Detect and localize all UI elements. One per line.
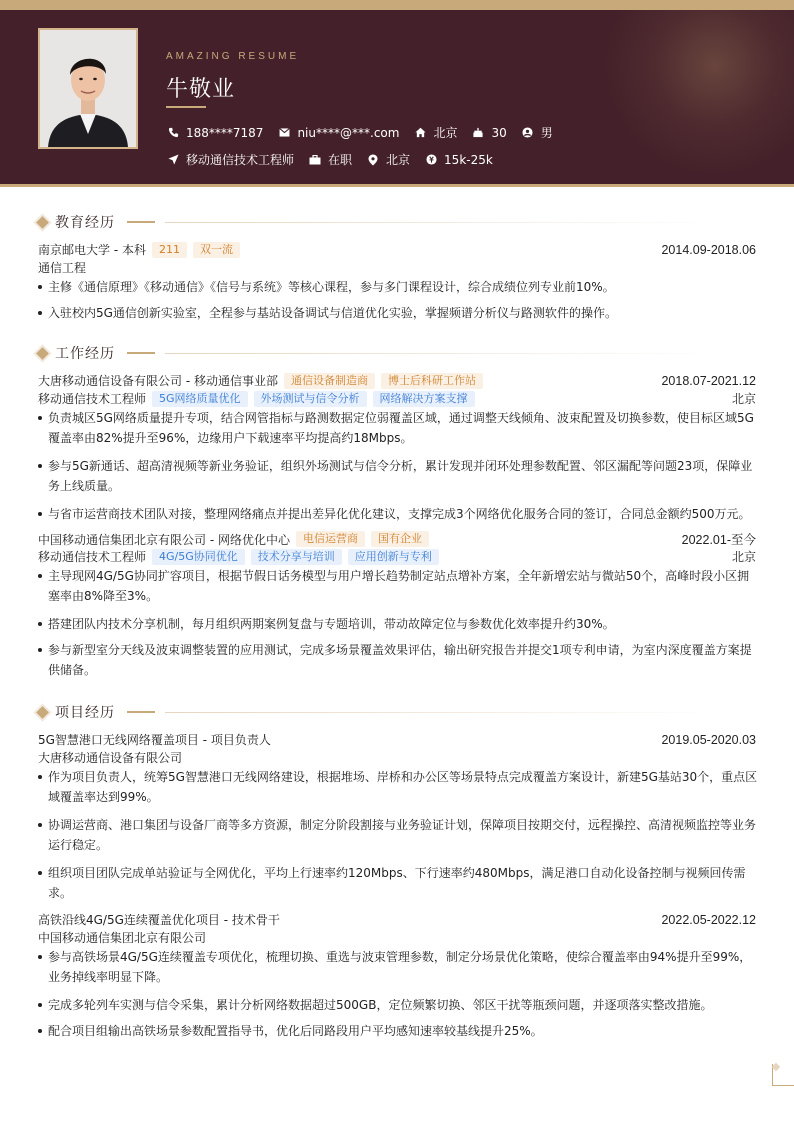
- diamond-icon: [36, 706, 49, 719]
- work-city: 北京: [731, 392, 756, 406]
- city-value: 北京: [386, 153, 411, 167]
- phone-icon: [166, 126, 180, 140]
- education-entry-header: [38, 241, 756, 258]
- map-pin-icon: [366, 153, 380, 167]
- school-name: 南京邮电大学 - 本科: [38, 243, 146, 257]
- list-item: 负责城区5G网络质量提升专项，结合网管指标与路测数据定位弱覆盖区域，通过调整天线倾角、波束配置及切换参数，使目标区域5G覆盖率由82%提升至96%，边缘用户下载速率平均提高约18Mbps。: [38, 408, 758, 448]
- company-name: 中国移动通信集团北京有限公司 - 网络优化中心: [38, 532, 290, 547]
- diamond-icon: [36, 216, 49, 229]
- company-name: 大唐移动通信设备有限公司 - 移动通信事业部: [38, 374, 278, 388]
- salary-item: [424, 153, 493, 167]
- email-item: [277, 126, 399, 140]
- role-tag: 技术分享与培训: [251, 549, 342, 565]
- project-title: 5G智慧港口无线网络覆盖项目 - 项目负责人: [38, 733, 271, 747]
- cake-icon: [471, 126, 485, 140]
- job-intent-row: [166, 151, 507, 168]
- company-tag: 通信设备制造商: [284, 373, 375, 389]
- candidate-name: 牛敬业: [166, 77, 236, 102]
- money-icon: [424, 153, 438, 167]
- list-item: 作为项目负责人，统筹5G智慧港口无线网络建设，根据堆场、岸桥和办公区等场景特点完成覆盖方案设计，新建5G基站30个，重点区域覆盖率达到99%。: [38, 767, 758, 807]
- project-org: 中国移动通信集团北京有限公司: [38, 931, 207, 945]
- education-tag: 211: [152, 242, 187, 258]
- list-item: 参与新型室分天线及波束调整装置的应用测试，完成多场景覆盖效果评估，输出研究报告并提交1项专利申请，为室内深度覆盖方案提供储备。: [38, 640, 758, 680]
- profile-photo: [38, 28, 138, 149]
- email-value: niu****@***.com: [297, 125, 400, 140]
- diamond-icon: [36, 347, 49, 360]
- project-entry-header: [38, 911, 756, 928]
- list-item: 与省市运营商技术团队对接，整理网络痛点并提出差异化优化建议，支撑完成3个网络优化服务合同的签订，合同总金额约500万元。: [38, 504, 758, 524]
- status-value: 在职: [328, 153, 353, 167]
- age-value: 30: [491, 125, 507, 140]
- gender-value: 男: [540, 126, 553, 140]
- work-city: 北京: [731, 550, 756, 564]
- work-entry-header: [38, 530, 756, 548]
- home-icon: [413, 126, 427, 140]
- job-title-item: [166, 151, 294, 168]
- salary-value: 15k-25k: [444, 152, 493, 167]
- work-entry-header: [38, 372, 756, 389]
- role-tag: 网络解决方案支撑: [373, 391, 475, 407]
- company-tag: 国有企业: [371, 531, 429, 547]
- name-underline: [166, 106, 206, 108]
- top-accent-bar: [0, 0, 794, 10]
- age-item: [471, 126, 506, 140]
- mail-icon: [277, 126, 291, 140]
- role-tag: 外场测试与信令分析: [254, 391, 367, 407]
- list-item: 参与5G新通话、超高清视频等新业务验证，组织外场测试与信令分析，累计发现并闭环处理参数配置、邻区漏配等问题23项，保障业务上线质量。: [38, 456, 758, 496]
- role-title: 移动通信技术工程师: [38, 550, 147, 564]
- person-icon: [521, 126, 535, 140]
- status-item: [308, 151, 352, 168]
- list-item: 组织项目团队完成单站验证与全网优化，平均上行速率约120Mbps、下行速率约480Mbps，满足港口自动化设备控制与视频回传需求。: [38, 863, 758, 903]
- location-item: [413, 124, 457, 141]
- list-item: 参与高铁场景4G/5G连续覆盖专项优化，梳理切换、重选与波束管理参数，制定分场景优化策略，使综合覆盖率由94%提升至99%，业务掉线率明显下降。: [38, 947, 758, 987]
- role-tag: 4G/5G协同优化: [152, 549, 245, 565]
- project-entry-header: [38, 731, 756, 748]
- project-date: 2022.05-2022.12: [661, 912, 756, 927]
- list-item: 搭建团队内技术分享机制，每月组织两期案例复盘与专题培训，带动故障定位与参数优化效率提升约30%。: [38, 614, 758, 634]
- list-item: 完成多轮列车实测与信令采集，累计分析网络数据超过500GB，定位频繁切换、邻区干扰等瓶颈问题，并逐项落实整改措施。: [38, 995, 758, 1015]
- resume-tagline: AMAZING RESUME: [166, 51, 300, 62]
- work-role-row: [38, 390, 756, 407]
- gender-item: [521, 124, 553, 141]
- list-item: 主导现网4G/5G协同扩容项目，根据节假日话务模型与用户增长趋势制定站点增补方案，全年新增宏站与微站50个，高峰时段小区拥塞率由8%降至3%。: [38, 566, 758, 606]
- location-value: 北京: [433, 126, 458, 140]
- briefcase-icon: [308, 153, 322, 167]
- project-date: 2019.05-2020.03: [661, 732, 756, 747]
- company-tag: 电信运营商: [296, 531, 365, 547]
- education-section-title: 教育经历: [34, 212, 721, 232]
- list-item: 协调运营商、港口集团与设备厂商等多方资源，制定分阶段割接与业务验证计划，保障项目按期交付，远程操控、高清视频监控等业务运行稳定。: [38, 815, 758, 855]
- project-org-row: [38, 929, 756, 946]
- project-org: 大唐移动通信设备有限公司: [38, 751, 183, 765]
- project-section-title: 项目经历: [34, 702, 721, 722]
- education-date: 2014.09-2018.06: [661, 242, 756, 257]
- education-tag: 双一流: [193, 242, 240, 258]
- role-tag: 应用创新与专利: [348, 549, 439, 565]
- phone-value: 188****7187: [186, 125, 264, 140]
- work-role-row: [38, 548, 756, 565]
- list-item: 主修《通信原理》《移动通信》《信号与系统》等核心课程，参与多门课程设计，综合成绩位列专业前10%。: [38, 277, 758, 297]
- project-title: 高铁沿线4G/5G连续覆盖优化项目 - 技术骨干: [38, 913, 280, 927]
- work-date: 2022.01-至今: [681, 533, 756, 547]
- project-org-row: [38, 749, 756, 766]
- send-icon: [166, 153, 180, 167]
- contact-row: [166, 124, 567, 141]
- role-tag: 5G网络质量优化: [152, 391, 248, 407]
- phone-item: [166, 126, 263, 140]
- role-title: 移动通信技术工程师: [38, 392, 147, 406]
- header-bottom-line: [0, 184, 794, 187]
- job-title-value: 移动通信技术工程师: [186, 153, 295, 167]
- resume-header: [0, 10, 794, 186]
- education-major-row: [38, 259, 756, 276]
- major: 通信工程: [38, 261, 87, 275]
- work-date: 2018.07-2021.12: [661, 373, 756, 388]
- city-item: [366, 151, 410, 168]
- list-item: 入驻校内5G通信创新实验室，全程参与基站设备调试与信道优化实验，掌握频谱分析仪与路测软件的操作。: [38, 303, 758, 323]
- list-item: 配合项目组输出高铁场景参数配置指导书，优化后同路段用户平均感知速率较基线提升25%。: [38, 1021, 758, 1041]
- company-tag: 博士后科研工作站: [381, 373, 483, 389]
- work-section-title: 工作经历: [34, 343, 721, 363]
